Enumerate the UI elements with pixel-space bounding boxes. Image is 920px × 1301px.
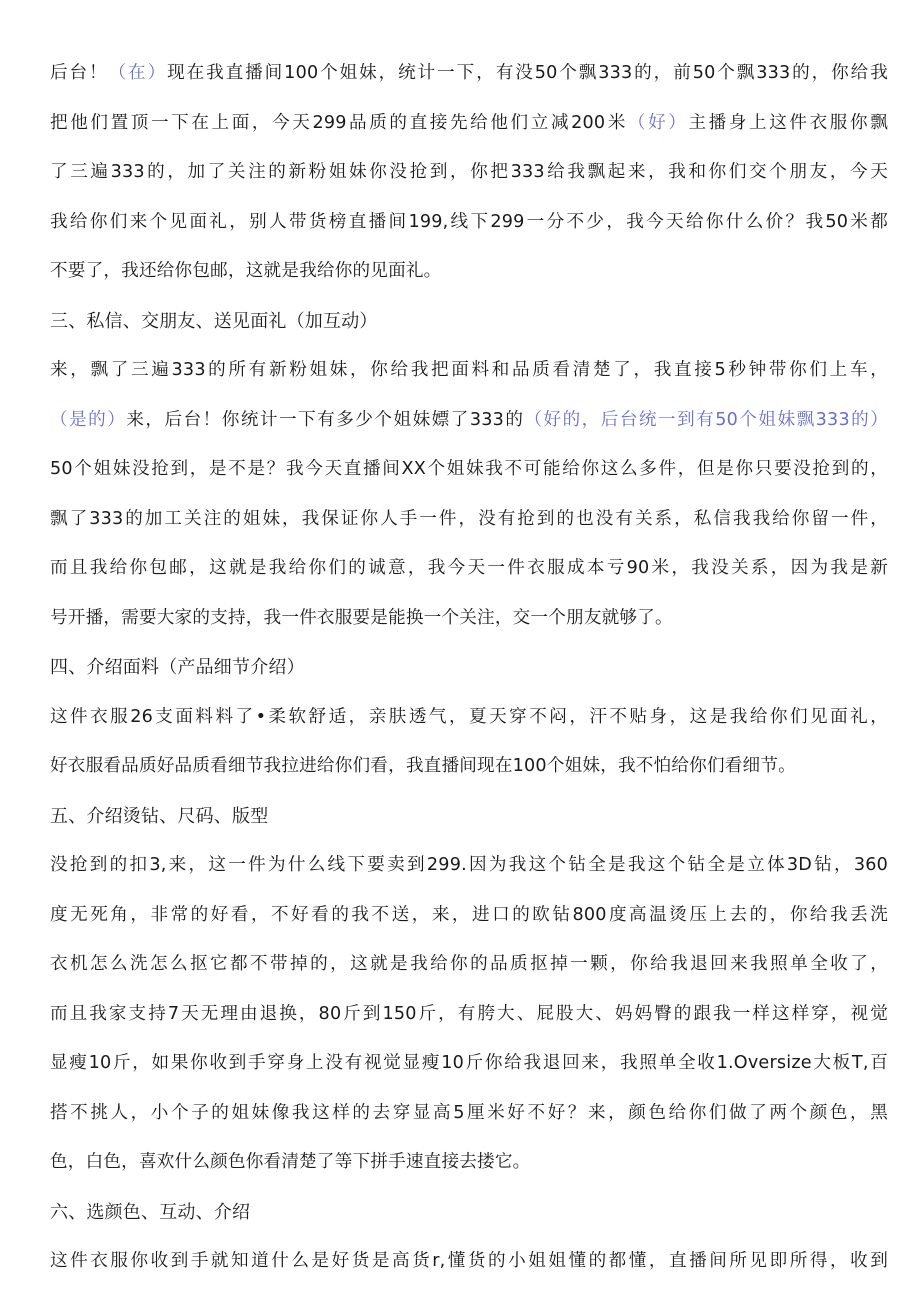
paragraph-line: 这件衣服26支面料料了•柔软舒适，亲肤透气，夏天穿不闷，汗不贴身，这是我给你们见面礼， bbox=[50, 706, 888, 727]
paragraph-line: 来，飘了三遍333的所有新粉姐妹，你给我把面料和品质看清楚了，我直接5秒钟带你们上车， bbox=[50, 360, 888, 380]
highlight-span: （好的，后台统一到有50个姐妹飘333的） bbox=[524, 409, 888, 430]
paragraph-line: 50个姐妹没抢到，是不是？我今天直播间XX个姐妹我不可能给你这么多件，但是你只要没抢到的， bbox=[50, 459, 888, 479]
paragraph-line: 了三遍333的，加了关注的新粉姐妹你没抢到，你把333给我飘起来，我和你们交个朋友，今天 bbox=[50, 162, 888, 182]
highlight-span: （好） bbox=[627, 112, 689, 133]
highlight-span: （是的） bbox=[50, 409, 127, 430]
highlight-span: （在） bbox=[108, 63, 168, 83]
text-span: 主播身上这件衣服你飘 bbox=[688, 112, 888, 133]
text-span: 把他们置顶一下在上面，今天299品质的直接先给他们立减200米 bbox=[50, 112, 628, 133]
paragraph-line bbox=[50, 49, 888, 99]
paragraph-line: 而且我给你包邮，这就是我给你们的诚意，我今天一件衣服成本亏90米，我没关系，因为我是新 bbox=[50, 558, 888, 578]
paragraph-line: 显瘦10斤，如果你收到手穿身上没有视觉显瘦10斤你给我退回来，我照单全收1.Oversize大板T,百 bbox=[50, 1053, 888, 1073]
text-span: 来，后台！你统计一下有多少个姐妹嫖了333的 bbox=[126, 409, 525, 430]
paragraph-line: 这件衣服你收到手就知道什么是好货是高货r,懂货的小姐姐懂的都懂，直播间所见即所得，收到 bbox=[50, 1251, 888, 1271]
section-heading: 三、私信、交朋友、送见面礼（加互动） bbox=[50, 310, 378, 332]
paragraph-line: 好衣服看品质好品质看细节我拉进给你们看，我直播间现在100个姐妹，我不怕给你们看细节。 bbox=[50, 756, 796, 776]
paragraph-line bbox=[50, 396, 888, 446]
section-heading: 四、介绍面料（产品细节介绍） bbox=[50, 657, 305, 678]
text-span: 现在我直播间100个姐妹，统计一下，有没50个飘333的，前50个飘333的，你给我 bbox=[167, 63, 888, 83]
text-span: 后台！ bbox=[50, 63, 109, 83]
paragraph-line bbox=[50, 99, 888, 149]
paragraph-line: 色，白色，喜欢什么颜色你看清楚了等下拼手速直接去搂它。 bbox=[50, 1152, 531, 1172]
paragraph-line: 没抢到的扣3,来，这一件为什么线下要卖到299.因为我这个钻全是我这个钻全是立体3D钻，360 bbox=[50, 855, 888, 875]
paragraph-line: 而且我家支持7天无理由退换，80斤到150斤，有胯大、屁股大、妈妈臀的跟我一样这样穿，视觉 bbox=[50, 1003, 888, 1024]
paragraph-line: 不要了，我还给你包邮，这就是我给你的见面礼。 bbox=[50, 261, 442, 281]
section-heading: 五、介绍烫钻、尺码、版型 bbox=[50, 805, 269, 827]
paragraph-line: 衣机怎么洗怎么抠它都不带掉的，这就是我给你的品质抠掉一颗，你给我退回来我照单全收了， bbox=[50, 954, 888, 974]
paragraph-line: 搭不挑人，小个子的姐妹像我这样的去穿显高5厘米好不好？来，颜色给你们做了两个颜色，黑 bbox=[50, 1102, 888, 1123]
document-page bbox=[50, 49, 888, 1287]
paragraph-line: 号开播，需要大家的支持，我一件衣服要是能换一个关注，交一个朋友就够了。 bbox=[50, 607, 673, 628]
section-heading: 六、选颜色、互动、介绍 bbox=[50, 1201, 251, 1223]
paragraph-line: 度无死角，非常的好看，不好看的我不送，来，进口的欧钻800度高温烫压上去的，你给我丢洗 bbox=[50, 904, 888, 925]
paragraph-line: 飘了333的加工关注的姐妹，我保证你人手一件，没有抢到的也没有关系，私信我我给你留一件， bbox=[50, 508, 888, 529]
paragraph-line: 我给你们来个见面礼，别人带货榜直播间199,线下299一分不少，我今天给你什么价？我50米都 bbox=[50, 211, 888, 232]
